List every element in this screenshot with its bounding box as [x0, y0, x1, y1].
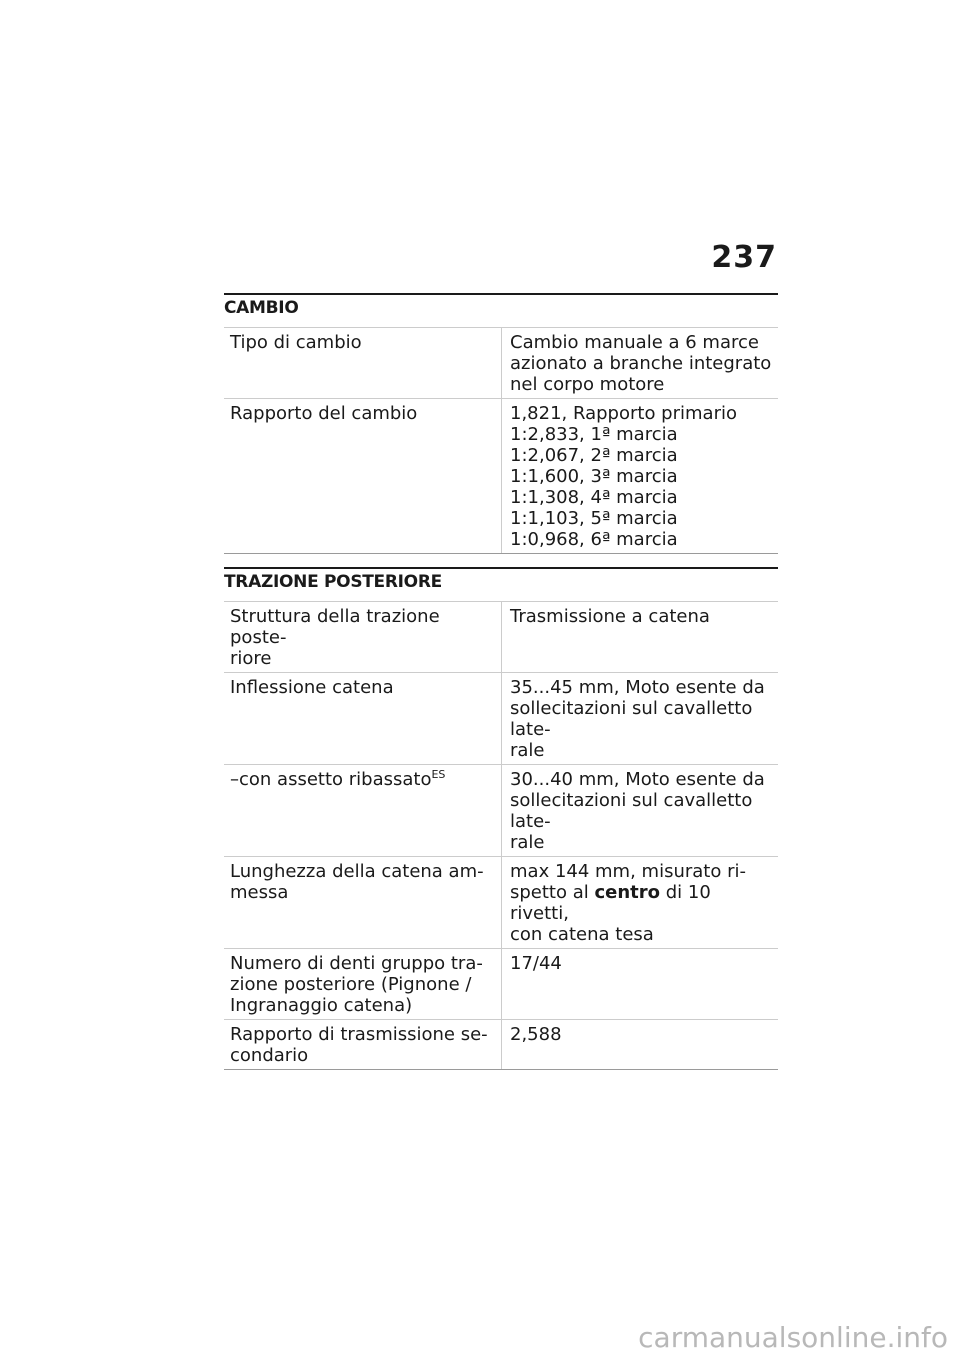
spec-label-line	[230, 332, 495, 353]
spec-label	[224, 1020, 502, 1070]
spec-value-line: nel corpo motore	[510, 374, 665, 395]
label-text: Lunghezza della catena am-	[230, 861, 484, 882]
value-text: di 10 rivetti,	[510, 882, 711, 924]
spec-table-trazione	[224, 601, 778, 1070]
spec-label-line	[230, 1024, 495, 1045]
spec-value	[502, 765, 779, 857]
label-text: Rapporto del cambio	[230, 403, 418, 424]
watermark-text: carmanualsonline.info	[638, 1321, 948, 1354]
spec-label-line	[230, 882, 495, 903]
value-text: spetto al	[510, 882, 595, 903]
label-text: Struttura della trazione poste-	[230, 606, 440, 648]
spec-label-line	[230, 769, 495, 790]
spec-value-line: sollecitazioni sul cavalletto late-	[510, 698, 753, 740]
table-row	[224, 949, 778, 1020]
table-row	[224, 1020, 778, 1070]
table-row	[224, 857, 778, 949]
table-row	[224, 328, 778, 399]
spec-label	[224, 673, 502, 765]
table-row	[224, 765, 778, 857]
spec-value-line: Cambio manuale a 6 marce	[510, 332, 759, 353]
spec-value-line: Trasmissione a catena	[510, 606, 710, 627]
spec-table-cambio	[224, 327, 778, 554]
bold-text: centro	[594, 882, 661, 903]
spec-label	[224, 602, 502, 673]
spec-label-line	[230, 606, 495, 648]
spec-value-line: 30...40 mm, Moto esente da	[510, 769, 765, 790]
spec-label-line	[230, 677, 495, 698]
spec-value-line: 1:0,968, 6ª marcia	[510, 529, 678, 550]
spec-value-line: 1:2,833, 1ª marcia	[510, 424, 678, 445]
spec-value	[502, 673, 779, 765]
spec-value-line: sollecitazioni sul cavalletto late-	[510, 790, 753, 832]
spec-label-line	[230, 995, 495, 1016]
spec-value	[502, 328, 779, 399]
spec-value-line	[510, 882, 772, 924]
spec-value-line: 1:1,600, 3ª marcia	[510, 466, 678, 487]
label-text: riore	[230, 648, 272, 669]
table-row	[224, 602, 778, 673]
spec-value-line: 1,821, Rapporto primario	[510, 403, 737, 424]
spec-value-line: 1:1,308, 4ª marcia	[510, 487, 678, 508]
spec-label	[224, 765, 502, 857]
label-text: –con assetto ribassato	[230, 769, 432, 790]
spec-label-line	[230, 953, 495, 974]
spec-value	[502, 949, 779, 1020]
spec-value-line: 35...45 mm, Moto esente da	[510, 677, 765, 698]
value-text: con catena tesa	[510, 924, 654, 945]
label-text: Ingranaggio catena)	[230, 995, 413, 1016]
label-text: Rapporto di trasmissione se-	[230, 1024, 488, 1045]
label-text: messa	[230, 882, 289, 903]
page-number: 237	[711, 240, 777, 275]
section-trazione-posteriore	[224, 567, 778, 1070]
spec-value-line: 1:2,067, 2ª marcia	[510, 445, 678, 466]
spec-label	[224, 399, 502, 554]
spec-value-line: 17/44	[510, 953, 562, 974]
spec-value-line	[510, 924, 772, 945]
spec-value-line: azionato a branche integrato	[510, 353, 772, 374]
spec-label-line	[230, 1045, 495, 1066]
spec-value	[502, 399, 779, 554]
spec-label	[224, 328, 502, 399]
spec-label-line	[230, 403, 495, 424]
spec-value-line	[510, 861, 772, 882]
spec-label-line	[230, 974, 495, 995]
label-text: condario	[230, 1045, 309, 1066]
spec-value-line: rale	[510, 832, 545, 853]
label-text: zione posteriore (Pignone /	[230, 974, 472, 995]
spec-label-line	[230, 861, 495, 882]
label-text: Numero di denti gruppo tra-	[230, 953, 483, 974]
table-row	[224, 399, 778, 554]
spec-label-line	[230, 648, 495, 669]
spec-value	[502, 602, 779, 673]
spec-value-line: rale	[510, 740, 545, 761]
spec-value	[502, 857, 779, 949]
table-row	[224, 673, 778, 765]
spec-value-line: 2,588	[510, 1024, 562, 1045]
spec-value-line: 1:1,103, 5ª marcia	[510, 508, 678, 529]
section-title: CAMBIO	[224, 298, 299, 318]
label-text: Inflessione catena	[230, 677, 394, 698]
value-text: max 144 mm, misurato ri-	[510, 861, 746, 882]
spec-label	[224, 857, 502, 949]
label-text: Tipo di cambio	[230, 332, 362, 353]
section-title: TRAZIONE POSTERIORE	[224, 572, 442, 592]
spec-value	[502, 1020, 779, 1070]
section-cambio	[224, 293, 778, 554]
spec-label	[224, 949, 502, 1020]
es-superscript: ES	[431, 768, 446, 781]
